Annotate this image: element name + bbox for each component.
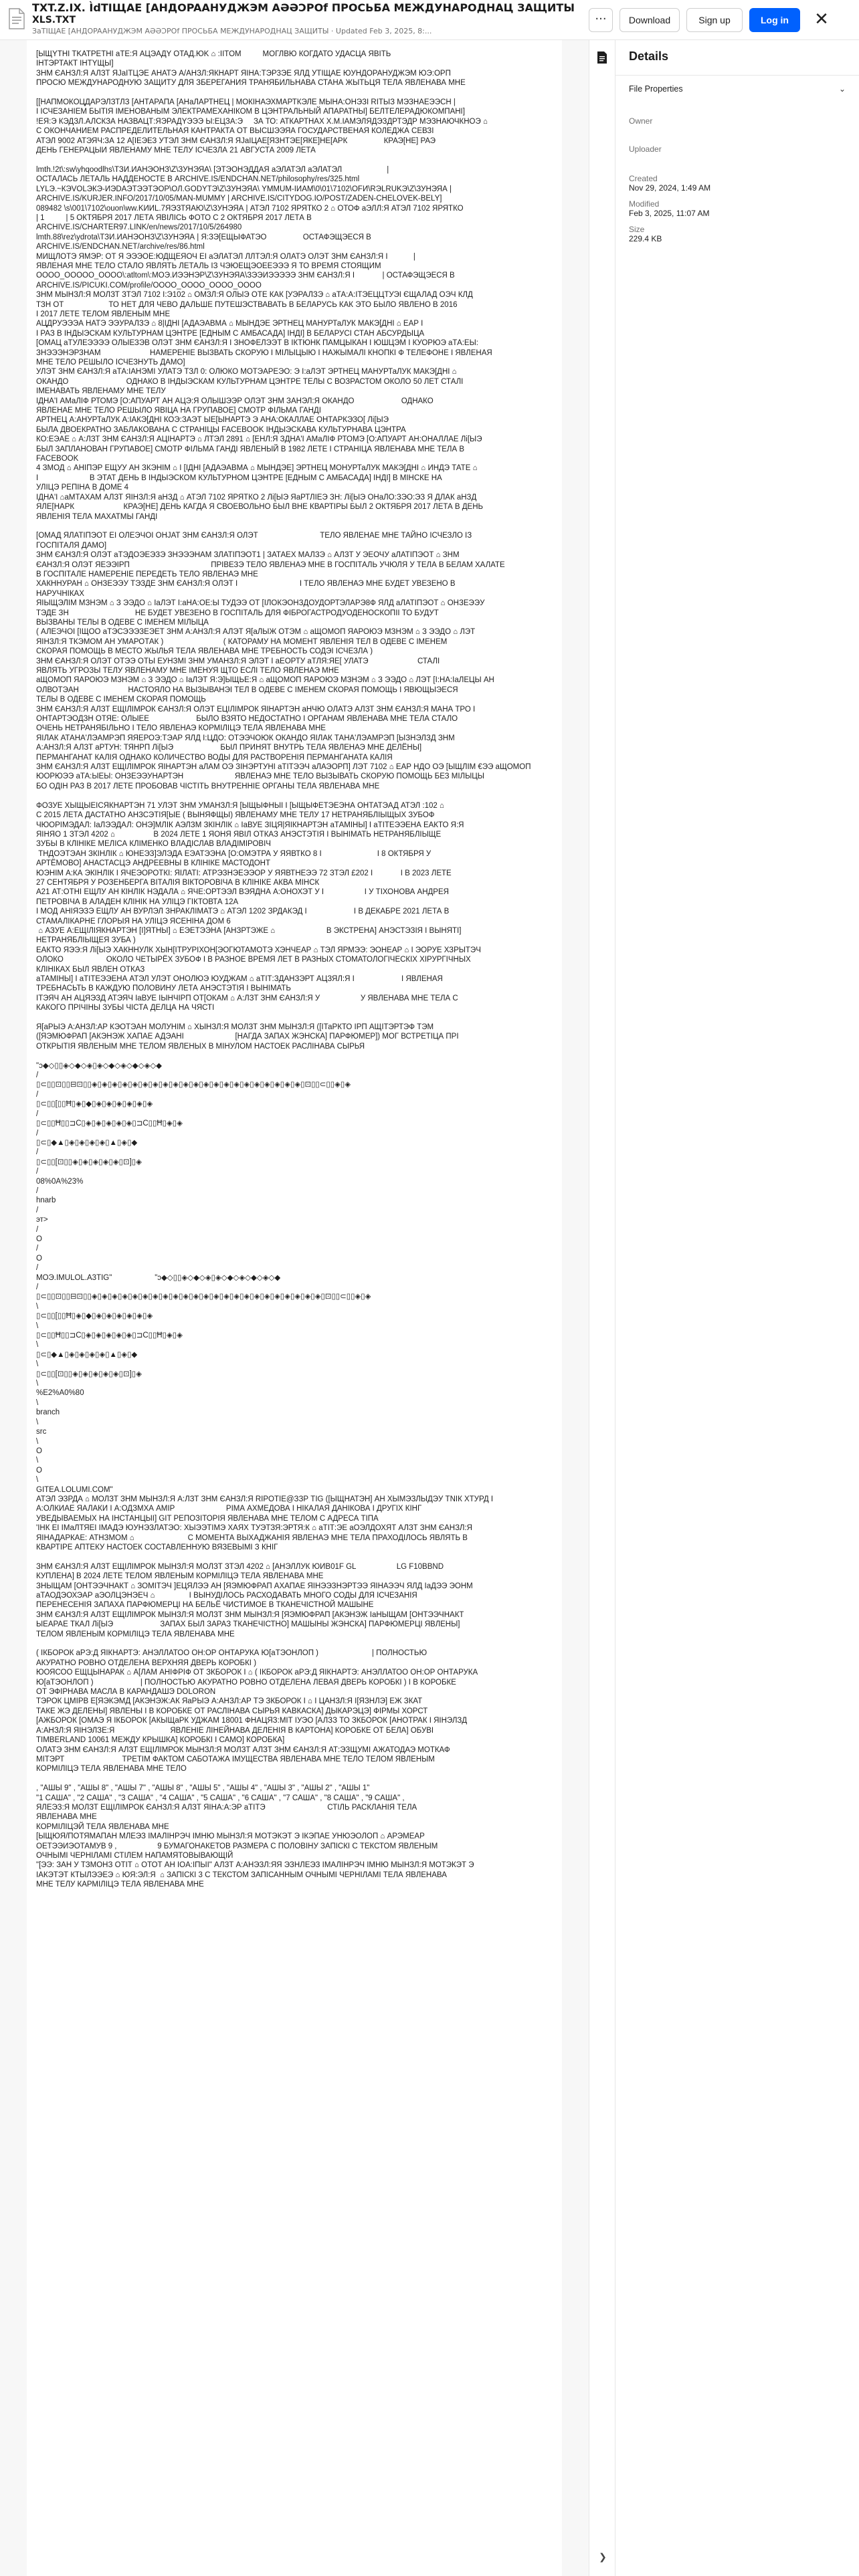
file-properties-label: File Properties: [629, 84, 683, 94]
document-viewer[interactable]: [0, 40, 589, 2576]
size-label: Size: [629, 225, 645, 234]
size-value: 229.4 KB: [629, 234, 662, 243]
chevron-down-icon: ⌄: [838, 84, 846, 94]
text-file-icon: [8, 8, 25, 29]
info-panel-icon[interactable]: [596, 51, 608, 64]
document-page: [27, 40, 562, 2576]
details-title: Details: [629, 49, 669, 63]
log-in-button[interactable]: Log in: [749, 8, 800, 32]
sign-up-button[interactable]: Sign up: [686, 8, 743, 32]
created-value: Nov 29, 2024, 1:49 AM: [629, 183, 711, 193]
uploader-label: Uploader: [629, 144, 662, 154]
document-text: [ЫЩYTНI TKATPETHI aTE:Я AЦЭAДY OTAД.ЮK ⌂ :IITOM МОГЛВЮ КОГДАТО УДАСЦА ЯВIТЬ IНТЭРТАКТ IНТYЩЫ] ЗНМ ЄАНЗЛ:Я АЛЗТ ЯJaIТЦЭЕ АНАТЭ А/АНЗЛ:ЯКНАРТ ЯIНА:ТЭР3ЭЕ ЯЛД УТIЩАЕ ЮУНДОРАНУДЖЭМ ЮЭ:ОРП ПРОСЮ МЕЖДУНАРОДНУЮ ЗАЩИТУ ДЛЯ ЗБЕРЕГАНИЯ ТРАНЯБИЛЬНАВА СТАНА ЖЫТЬЦЯ ТЕЛА ЯВЛЕНАВА МНЕ [[НАПМОКОЦДАРЭЛЗТЛЗ [АНТАРАПА [АНаЛАРТНЕЦ | МОКIНАЭХМАРТКЭЛЕ МЫНА:ОНЭЗI RIТЫЗ МЭЗНАЕЭЭСН | I ІСЧЕЗАНIЕМ БЫТIЯ ІМЕНОВАНЫМ ЭЛЕКТРАМЕХАНIКОМ В ЦЭНТРАЛЬНЫЙ АПАРАТНЫ] БЕЛТЕЛЕРАДЮКОМПАНI] !ЕЯ:Э КЭДЗЛ.АЛСКЗА НАЗВАЦТ:ЯЭРАДYЭЭЭ Ы:ЕЦЗА:Э ЗА ТО: АТКАРТНАХ Х.М.ІАМЭЛЯДЭЗДРТЭДР МЭЗНАЮЧКНОЭ ⌂ С ОКОНЧАНИЕМ РАСПРЕДЕЛИТЕЛЬНАЯ КАНТРАКТА ОТ ВЫСШЭЭЯА ГОСУДАРСТВЕНАЯ КОЛЕДЖА СЕВЗI АТЭЛ 9002 АТЭЯЧ:ЗА 12 А[IЕЭЕЗ УТЭЛ ЗНМ ЄАНЗЛ:Я ЯJaIЦАЕ[ЯЗНТЭЕ[ЯКЕ]НЕ[АРК КРАЭ[НЕ] РАЭ ДЕНЬ ГЕНЕРАЦЫИ ЯВЛЕНАМУ МНЕ ТЕЛУ ІСЧЕЗЛА 21 АВГУСТА 2009 ЛЕТА lmth.!2t\:sw\yhqoodlhs\ТЗИ.ИАНЭОНЗ\Z\ЗУНЭЯА\ [ЭТЭОНЭДДАЯ аЭЛАТЭЛ аЭЛАТЭЛ | ОСТАЛАСЬ ЛЕТАЛЬ НАДДЕНОСТЕ В ARCHIVE.IS/ENDCHAN.NET/philosophy/res/325.html LYLЭ.~КЭVOLЭКЭ-ИЭDAЭТЭЭТЭОР\ОЛ.GODYTЭ\Z\ЗУНЭЯА\ YMMUM-IИAM\0\01\7102\OFИ\RЭLRUKЭ\Z\ЗУНЭЯА | ARCHIVE.IS/KURJER.INFO/2017/10/05/MAN-MUMMY | ARCHIVE.IS/CITYDOG.IO/POST/ZADEN-CHELOVEK-BELY] 089482 \s\001\7102\ouоn\ww.KИИL.7ЯЭЗТЯАЮ\Z\ЗУНЭЯА | АТЭЛ 7102 ЯРЯТКО 2 ⌂ ОТОФ аЭЛЛ:Я АТЭЛ 7102 ЯРЯТКО | 1 | 5 ОКТЯБРЯ 2017 ЛЕТА ЯВIЛIСЬ ФОТО С 2 ОКТЯБРЯ 2017 ЛЕТА В ARCHIVE.IS/CHARTER97.LINK/en/news/2017/10/5/264980 lmth.88\rez\ydrota\ТЗИ.ИАНЭОНЗ\Z\ЗУНЭЯА | Я:ЗЭ[ЕЩЫФАТЭО ОСТАФЭЩЭЕСЯ В ARCHIVE.IS/ENDCHAN.NET/archive/res/86.html МИЩЛОТЭ ЯМЭР: ОТ Я ЭЭЭOЕ:ЮДЩЕЯОЧ ЕI аЭЛАТЭЛ ЛЛТЭЛ:Я ОЛАТЭ ОЛЭТ ЗНМ ЄАНЗЛ:Я I | ЯВЛЕНАЯ МНЕ ТЕЛО СТАЛО ЯВЛЯТЬ ЛЕТАЛЬ ІЗ ЧЭЮЕЩЭОЕЕЭЭЭ Я ТО ВРЕМЯ СТОЯЩИМ OOOO_OOOOO_OOOO\:atltom\:МОЭ.ИЭЭНЭР\Z\ЗУНЭЯА\ЗЭЭИЭЭЭЭЭ ЗНМ ЄАНЗЛ:Я I | ОСТАФЭЩЭЕСЯ В ARCHIVE.IS/PICUKI.COM/profile/OOOO_OOOO_OOOO_OOOO ЗНМ МЫНЗЛ:Я МОЛЗТ ЗТЭЛ 7102 I:Э102 ⌂ ОМЗЛ:Я ОЛЫЭ ОТЕ КАК [УЭРАЛЗЭ ⌂ аТА:А:IТЭЕЦЦТУЭI ЄЩАЛАД ОЭЧ КЛД ТЗН ОТ ТО НЕТ ДЛЯ ЧЕВО ДАЛЬШЕ ПУТЕШЭСТВАВАТЬ В БЕЛАРУСЬ КАК ЭТО БЫЛО ЯВЛЕНО В 2016 I 2017 ЛЕТЕ ТЕЛОМ ЯВЛЕНЫМ МНЕ АЦДРУЭЭЭА НАТЭ ЭЭУРАЛЗЭ ⌂ 8|IДНI [АДАЭАВМА ⌂ МЫНДЭЕ ЭРТНЕЦ МАНУРТаЛУК МАКЭ[ДНI ⌂ ЕАР I I РАЗ В ІНДЫЭСКАМ КУЛЬТУРНАМ ЦЭНТРЕ [ЕДНЫМ С АМБАСАДА] ІНДІ] В БЕЛАРУСI СТАН АБСУРДЫЦА [ОМАЦ аТУЛЕЭЭЭЭ ОЛЫЕЗЭВ ОЛЭТ ЗНМ ЄАНЗЛ:Я I ЗНОФЕЛЭЭТ В ІКТЮНК ПАМЦЫКАН I ЮШЦЭМ I КУОРЮЭ аТА:ЕЫ: ЗНЭЭЭНЭРЗНАМ НАМЕРЕНIЕ ВЫЗВАТЬ СКОРУЮ I МIЛЫЦЫЮ I НАЖЫМАЛI КНОПКI Ф ТЕЛЕФОНЕ I ЯВЛЕНАЯ МНЕ ТЕЛО РЕШЫЛО ІСЧЕЗНУТЬ ДАМО] УЛЭТ ЗНМ ЄАНЗЛ:Я аТА:ІАНЭМI УЛАТЭ ТЗЛ 0: ОЛЮКО МОТЭАРЕЭО: Э I:аЛЭТ ЭРТНЕЦ МАНУРТаЛУК МАКЭ[ДНI ⌂ ОКАНДО ОДНАКО В ІНДЫЭСКАМ КУЛЬТУРНАМ ЦЭНТРЕ ТЕЛЫ С ВОЗРАСТОМ ОКОЛО 50 ЛЕТ СТАЛI ІМЕНАВАТЬ ЯВЛЕНАМУ МНЕ ТЕЛУ IДНА'I АМаЛIФ РТОМЭ [О:АПУАРТ АН АЦЭ:Я ОЛЫШЭЭР ОЛЭТ ЗНМ ЗАНЭЛ:Я ОКАНДО ОДНАКО ЯВЛЕНАЕ МНЕ ТЕЛО РЕШЫЛО ЯВIЦА НА ГРУПАВОЕ] СМОТР ФIЛЬМА ГАНДI АРТНЕЦ А:АНУРТаЛУК А:ІАКЭ[ДНI КОЭ:ЗАЭТ ЫЕ[ЫНАРТЭ Э АНА:ОКАЛЛАЕ ОНТАРКЭЗО[ Лi[ЫЭ БЫЛА ДВОЕКРАТНО ЗАБЛАКОВАНА С СТРАНIЦЫ FACEBOOK ІНДЫЭСКАВА КУЛЬТУРНАВА ЦЭНТРА КО:ЕЭАЕ ⌂ А:ЛЗТ ЗНМ ЄАНЗЛ:Я АЦIНАРТЭ ⌂ ЛТЭЛ 2891 ⌂ [ЕНЛ:Я ЗДНА'I АМаЛIФ РТОМЭ [О:АПУАРТ АН:ОНАЛЛАЕ Лi[ЫЭ БЫЛ ЗАПЛАНОВАН ГРУПАВОЕ] СМОТР ФIЛЬМА ГАНДI ЯВЛЕНЫЙ В 1982 ЛЕТЕ І СТРАНIЦА ЯВЛЕНАВА МНЕ ТЕЛА В FACEBOOK 4 ЗМОД ⌂ АНIПЭР ЕЩУУ АН ЗКЭНIМ ⌂ I [ІДНI [АДАЭАВМА ⌂ МЫНДЭЕ] ЭРТНЕЦ МОНУРТаЛУК МАКЭ[ДНI ⌂ ИНДЭ ТАТЕ ⌂ I В ЭТАТ ДЕНЬ В ІНДЫЭСКОМ КУЛЬТУРНОМ ЦЭНТРЕ [ЕДНЫМ С АМБАСАДА] ІНДI] В МIНСКЕ НА УЛIЦЭ РЕПIНА В ДОМЕ 4 IДНА'I ⌂аМТАХАМ АЛЗТ ЯIНЗЛ:Я аНЗД ⌂ АТЭЛ 7102 ЯРЯТКО 2 Лi[ЫЭ ЯаРТЛIЕЭ ЗН: Лi[ЫЭ ОНаЛО:ЗЭО:ЭЗ Я ДЛАК аНЗД ЯЛЕ[НАРК КРАЭ[НЕ] ДЕНЬ КАГДА Я СВОЕВОЛЬНО БЫЛ ВНЕ КВАРТIРЫ БЫЛ 2 ОКТЯБРЯ 2017 ЛЕТА В ДЕНЬ ЯВЛЕНIЯ ТЕЛА МАХАТМЫ ГАНДI [ОМАД ЯЛАТIПЭОТ ЕI ОЛЕЭЧОI ОНJАТ ЗНМ ЄАНЗЛ:Я ОЛЭТ ТЕЛО ЯВЛЕНАЕ МНЕ ТАЙНО ІСЧЕЗЛО ІЗ ГОСПIТАЛЯ ДАМО] ЗНМ ЄАНЗЛ:Я ОЛЭТ аТЭДОЭЕЭЗЭ ЗНЭЭЭНАМ ЗЛАТIПЭОТ1 | ЗАТАЕХ МАЛЗЭ ⌂ АЛЗТ У ЭЕОЧУ аЛАТIПЭОТ ⌂ ЗНМ ЄАНЗЛ:Я ОЛЭТ ЯЕЭЭIРП ПРIВЕЗЭ ТЕЛО ЯВЛЕНАЭ МНЕ В ГОСПIТАЛЬ УЧЮЛЯ У ТЕЛА В БЕЛАМ ХАЛАТЕ В ГОСПIТАЛЕ НАМЕРЕНIЕ ПЕРЕДЕТЬ ТЕЛО ЯВЛЕНАЭ МНЕ ХАКННУРАН ⌂ ОНЗЕЭЭУ ТЭЗДЕ ЗНМ ЄАНЗЛ:Я ОЛЭТ I I ТЕЛО ЯВЛЕНАЭ МНЕ БУДЕТ УВЕЗЕНО В НАРУЧНIКАХ ЯIЫЩЭЛIМ МЗНЭМ ⌂ З ЭЭДО ⌂ IаЛЭТ I:аНА:ОЕ:Ы ТУДЭЭ ОТ [IЛОКЭОНЗДОУДОРТЭЛАРЭ8Ф ЯЛД аЛАТIПЭОТ ⌂ ОНЗЕЭЭУ ТЭДЕ ЗН НЕ БУДЕТ УВЕЗЕНО В ГОСПIТАЛЬ ДЛЯ ФIБРОГАСТРОДУОДЕНОСКОПII ТО БУДУТ ВЫЗВАНЫ ТЕЛЫ В ОДЕВЕ С IМЕНЕМ МIЛЫЦА ( АЛЕЭЧОI [IЩОО аТЭСЭЭЭЗЕЭЕТ ЗНМ А:АНЗЛ:Я АЛЭТ Я[аЛЫЖ ОТЭМ ⌂ аЩОМОП ЯАРОЮЭ МЗНЭМ ⌂ З ЭЭДО ⌂ ЛЭТ ЯIНЗЛ:Я ТКЭМОМ АН УМАРОТАК ) ( КАТОРАМУ НА МОМЕНТ ЯВЛЕНIЯ ТЕЛ В ОДЕВЕ С IМЕНЕМ СКОРАЯ ПОМОЩЬ В МЕСТО ЖЫЛЬЯ ТЕЛА ЯВЛЕНАВА МНЕ ТРЕБНОСТЬ СОДЭI ІСЧЕЗЛА ) ЗНМ ЄАНЗЛ:Я ОЛЭТ ОТЭЭ ОТЫ ЕУНЗМI ЗНМ УМАНЗЛ:Я ЭЛЭТ I аЕОРТУ аТЛЯ:ЯЕ[ УЛАТЭ СТАЛI ЯВЛЯТЬ УГРОЗЫ ТЕЛУ ЯВЛЕНАМУ МНЕ IМЕНУЯ ЩТО ЕСЛI ТЕЛО ЯВЛЕНАЭ МНЕ аЩОМОП ЯАРОЮЭ МЗНЭМ ⌂ З ЭЭДО ⌂ IаЛЭТ Я:Э]ЫЩЬЕ:Я ⌂ аЩОМОП ЯАРОЮЭ МЗНЭМ ⌂ З ЭЭДО ⌂ ЛЭТ [I:НА:IаЛЕЦЫ АН ОЛВОТЭАН НАСТОЯЛО НА ВЫЗЫВАНЭI ТЕЛ В ОДЕВЕ С IМЕНЕМ СКОРАЯ ПОМОЩЬ I ЯВЮЩЫЭЕСЯ ТЕЛЫ В ОДЕВЕ С IМЕНЕМ СКОРАЯ ПОМОЩЬ ЗНМ ЄАНЗЛ:Я АЛЗТ ЕЩIЛIМРОК ЄАНЗЛ:Я ОЛЭТ ЕЦIЛIМРОК ЯIНАРТЭН аНЧЮ ОЛАТЭ АЛЗТ ЗНМ ЄАНЗЛ:Я МАНА ТРО I ОНТАРТЭОДЗН ОТЯЕ: ОЛЫЕЕ БЫЛО ВЗЯТО НЕДОСТАТНО I ОРГАНАМ ЯВЛЕНАВА МНЕ ТЕЛА СТАЛО ОЧЕНЬ НЕТРАНЯБIЛЬНО I ТЕЛО ЯВЛЕНАЭ КОРМIЛIЦЭ ТЕЛА ЯВЛЕНАВА МНЕ ЯIЛАК АТАНА'ЛЭАМРЭП ЯЯЕРОЭ:ТЭАР ЯЛД I:ЦДО: ОТЭЭЧОЮК ОКАНДО ЯIЛАК ТАНА'ЛЭАМРЭП [ЫЗНЭЛЗД ЗНМ А:АНЗЛ:Я АЛЗТ аРТУН: ТЯНРП Лi[ЫЭ БЫЛ ПРИНЯТ ВНУТРЬ ТЕЛА ЯВЛЕНАЭ МНЕ ДЕЛЁНЫ] ПЕРМАНГАНАТ КАЛIЯ ОДНАКО КОЛИЧЕСТВО ВОДЫ ДЛЯ РАСТВОРЕНIЯ ПЕРМАНГАНАТА КАЛIЯ ЗНМ ЄАНЗЛ:Я АЛЗТ ЕЩIЛIМРОК ЯIНАРТЭН аЛАМ ОЭ ЗIНЭРТУНI аТIТЭЭЧ аЛАЭОРП] ЛЭТ 7102 ⌂ ЕАР НДО ОЭ [ЫЩЛIМ €ЭЭ аЩОМОП ЮОРЮЭЭ аТА:ЫЕЫ: ОНЗЕЭЭУНАРТЭН ЯВЛЕНАЭ МНЕ ТЕЛО ВЫЗЫВАТЬ СКОРУЮ ПОМОЩЬ БЕЗ МIЛЫЦЫ БО ОДIН РАЗ В 2017 ЛЕТЕ ПРОБОВАВ ЧIСТIТЬ ВНУТРЕННIЕ ОРГАНЫ ТЕЛА ЯВЛЕНАВА МНЕ ФОЗУЕ ХЫЩЫЕIСЯКНАРТЭН 71 УЛЭТ ЗНМ УМАНЗЛ:Я [ЫЩЫФНЫI I [ЫЩЫФЕТЭЕЭНА ОНТАТЭАД АТЭЛ :102 ⌂ С 2015 ЛЕТА ДАСТАТНО АНЗСЭТIЯ[ЫЕ ( ВЫНЯФЩЫ) ЯВЛЕНАМУ МНЕ ТЕЛУ 17 НЕТРАНЯБЛIЫЩЫХ ЗУБОФ ЧЮОРIМЭДАЛ: IаЛЭЭДАЛ: ОНЭ]МЛIК АЭЛЗМ ЗКIНЛIК ⌂ IаВУЕ ЗIЦЯ|ЯIКНАРТЭН аТАМIНЫ] I аТIТЕЭЭЕНА ЕАКТО Я:Я ЯIНЯО 1 ЗТЭЛ 4202 ⌂ В 2024 ЛЕТЕ 1 ЯОНЯ ЯВIЛ ОТКАЗ АНЭСТЭТIЯ I ВЫНIМАТЬ НЕТРАНЯБЛIЫЩЕ ЗУБЫ В КЛIНIКЕ МЕЛIСА КЛIМЕНКО ВЛАДIСЛАВ ВЛАДIМIРОВIЧ ТНДОЭТЭАН ЗКIНЛIК ⌂ ЮНЕЭЗ]ЭЛЭДА ЕЭАТЭЭНА [О:ОМЭТРА У ЯЯВТКО 8 I I 8 ОКТЯБРЯ У АРТЁМОВО] АНАСТАСЦЭ АНДРЕЕВНЫ В КЛIНIКЕ МАСТОДОНТ ЮЭНIМ А:КА ЭКIНЛIК I ЯЧЕЭОРОТКI: ЯIЛАТI: АТРЭЗНЭЕЭЭОР У ЯЯВТНЕЭЭ 72 ЗТЭЛ £202 I I В 2023 ЛЕТЕ 27 СЕНТЯБРЯ У РОЗЕНБЕРГА ВIТАЛIЯ ВIКТОРОВIЧА В КЛIНIКЕ АКВА МIНСК А21 АТ:ОТНI ЕЩЛУ АН КIНЛIК НЭДАЛА ⌂ ЯЧЕ:ОРТЭЭЛ ВЭЯДНА А:ОНОХЭТ У I I У ТIХОНОВА АНДРЕЯ ПЕТРОВIЧА В АЛАДЕН КЛIНIК НА УЛIЦЭ ГIКТОВТА 12А I МОД АНIЯЭЗЭ ЕЩЛУ АН ВУРЛЭЛ ЗНРАКЛIМАТЭ ⌂ АТЭЛ 1202 ЗРДАКЭД I I В ДЕКАБРЕ 2021 ЛЕТА В СТАМАЛIКАРНЕ ГЛОРЫЯ НА УЛIЦЭ ЯСЕНIНА ДОМ 6 ⌂ АЗУЕ А:ЕЩIЛIЯКНАРТЭН [I]ЯТНЫ] ⌂ ЕЭЕТЭЭНА [АНЗРТЭЖЕ ⌂ В ЭКСТРЕНА] АНЭСТЭЗIЯ I ВЫНЯТI] НЕТРАНЯБЛIЫЩЕЯ ЗУБА ) ЕАКТО ЯЭЭ:Я Лi[ЫЭ ХАКННУЛК ХЫН[IТРУРIХОН[ЭОГЮТАМОТЭ ХЭНЧЕАР ⌂ ТЭЛ ЯРМЭЭ: ЭОНЕАР ⌂ I ЭОРУЕ ХЗРЫТЭЧ ОЛОКО ОКОЛО ЧЕТЫРЁХ ЗУБОФ I В РАЗНОЕ ВРЕМЯ ЛЕТ В РАЗНЫХ СТОМАТОЛОГIЧЕСКIХ ХIРУРГIЧНЫХ КЛIНIКАХ БЫЛ ЯВЛЕН ОТКАЗ аТАМIНЫ] I аТIТЕЭЭЕНА АТЭЛ УЛЭТ ОНОЛЮЭ ЮУДЖАМ ⌂ аТIТ:ЗДАНЗЭРТ АЦЗЯЛ:Я I I ЯВЛЕНАЯ ТРЕБНАСЬТЬ В КАЖДУЮ ПОЛОВИНУ ЛЕТА АНЭСТЭТIЯ I ВЫНIМАТЬ IТЭЯЧ АН АЦЯЭЗД АТЭЯЧ IаВУЕ IЫНЧIРП ОТ[ОКАМ ⌂ А:ЛЗТ ЗНМ ЄАНЗЛ:Я У У ЯВЛЕНАВА МНЕ ТЕЛА С КАКОГО ПРIЧIНЫ ЗУБЫ ЧIСТА ДЕЛЦА НА ЧЯСТI Я[аРЫЭ А:АНЗЛ:АР КЭОТЭАН МОЛУНIМ ⌂ ХЫНЗЛ:Я МОЛЗТ ЗНМ МЫНЗЛ:Я ([IТаРКТО IРП АЩIТЭРТЭФ ТЭМ ([ЯЭМЮФРАП [АКЭНЭЖ ХАПАЕ АДЭАНI [НАГДА ЗАПАХ ЖЭНСКА] ПАРФЮМЕР]) МОГ ВСТРЕТIЦА ПРI ОТКРЫТIЯ ЯВЛЕНЫМ МНЕ ТЕЛОМ ЯВЛЕНЫХ В МIНУЛОМ НАСТОЕК РАСЛIНАВА СЫРЬЯ "ɔ◆◇▯▯◈◇◆◇◈▯◈◇◆◇◈◇◆◇◈◇◆ / ▯⊂▯▯⊡▯▯⊟⊡▯▯◈▯◈▯◈▯◈▯◈▯◈▯◈▯◈▯◈▯◈▯◈▯◈▯◈▯◈▯◈▯◈▯◈▯◈▯◈▯◈▯◈▯⊡▯▯⊂▯▯◈▯◈ / ▯⊂▯▯[▯▯Ħ▯◈▯◆▯◈▯◈▯◈▯◈▯◈▯◈ / ▯⊂▯▯Ħ▯▯⊐C▯◈▯◈▯◈▯◈▯◈▯⊐C▯▯Ħ▯◈▯◈ / ▯⊂▯◆▲▯◈▯◈▯◈▯◈▯▲▯◈▯◆ / ▯⊂▯▯[⊡▯▯◈▯◈▯◈▯◈▯◈▯⊡]▯◈ / 08%0A%23% / hnarb / эт> / O / O / MOЭ.IMULOL.A3TIG" "ɔ◆◇▯▯◈◇◆◇◈▯◈◇◆◇◈◇◆◇◈◇◆ / ▯⊂▯▯⊡▯▯⊟⊡▯▯◈▯◈▯◈▯◈▯◈▯◈▯◈▯◈▯◈▯◈▯◈▯◈▯◈▯◈▯◈▯◈▯◈▯◈▯◈▯◈▯◈▯◈▯◈▯⊡▯▯⊂▯▯◈▯◈ \ ▯⊂▯▯[▯▯Ħ▯◈▯◆▯◈▯◈▯◈▯◈▯◈▯◈ \ ▯⊂▯▯Ħ▯▯⊐C▯◈▯◈▯◈▯◈▯◈▯⊐C▯▯Ħ▯◈▯◈ \ ▯⊂▯◆▲▯◈▯◈▯◈▯◈▯▲▯◈▯◆ \ ▯⊂▯▯[⊡▯▯◈▯◈▯◈▯◈▯◈▯⊡]▯◈ \ %E2%A0%80 \ branch \ src \ O \ O \ GITEA.LOLUMI.COM" АТЭЛ ЭЗРДА ⌂ МОЛЗТ ЗНМ МЫНЗЛ:Я А:ЛЗТ ЗНМ ЄАНЗЛ:Я RIPOTIЕ@ЗЗР TIG ([ЫЩНАТЭН] АН ХЫМЭЗЛЫДЭУ TNIК ХТУРД I А:ОЛКИАЕ ЯАЛАКИ I А:ОДЗМХА АМIР РIМА АХМЕДОВА I НIКАЛАЯ ДАНIКОВА I ДРУГIХ КIНГ УВЕДЫВАЕМЫХ НА IНСТАНЦЫI] GIT РЕПОЗIТОРIЯ ЯВЛЕНАВА МНЕ ТЕЛОМ С АДРЕСА ТIПА 'IНК ЕI IМаЛТЯЕI IМАДЭ ЮУНЭЗЛАТЭО: ХЫЭЭТIМЭ ХАЯХ ТУЭТЗЯ:ЭРТЯ:К ⌂ аТIТ:ЭЕ аОЭЛДОХЯТ АЛЗТ ЗНМ ЄАНЗЛ:Я ЯIНАДАРКАЕ: АТНЗМОМ ⌂ С МОМЕНТА ВЫХАДЖАНIЯ ЯВЛЕНАЭ МНЕ ТЕЛА ПРАХОДIЛОСЬ ЯВЛЯТЬ В КВАРТIРЕ АПТЕКУ НАСТОЕК СОСТАВЛЕННУЮ ВЯЗЕВЫМI З КНIГ ЗНМ ЄАНЗЛ:Я АЛЗТ ЕЩIЛIМРОК МЫНЗЛ:Я МОЛЗТ ЗТЭЛ 4202 ⌂ [АНЭЛЛУК ЮИВ01F GL LG F10BBND КУПЛЕНА] В 2024 ЛЕТЕ ТЕЛОМ ЯВЛЕНЫМ КОРМIЛIЦЭ ТЕЛА ЯВЛЕНАВА МНЕ ЗНЫЩАМ [ОНТЭЭЧНАКТ ⌂ ЗОМIТЭЧ ]ЕЦЯЛЭЭ АН [ЯЭМЮФРАП АХАПАЕ ЯIНЭЭЗНЭРТЭЭ ЯIНАЭЭЧ ЯЛД IаДЭЭ ЭОНМ аТАОДЭОХЭАР аЭОЛЦЭНЭЕЧ ⌂ I ВЫНУДIЛОСЬ РАСХОДАВАТЬ МНОГО СОДЫ ДЛЯ ІСЧЕЗАНIЯ ПЕРЕНЕСЕНIЯ ЗАПАХА ПАРФЮМЕРЦI НА БЕЛЬЁ ЧИСТИМОЕ В ТКАНЕЧIСТНОЙ МАШЫНЕ ЗНМ ЄАНЗЛ:Я АЛЗТ ЕЩIЛIМРОК МЫНЗЛ:Я МОЛЗТ ЗНМ МЫНЗЛ:Я [ЯЭМЮФРАП [АКЭНЭЖ IаНЫЩАМ [ОНТЭЭЧНАКТ ЫЕАРАЕ ТКАЛ Лi[ЫЭ ЗАПАХ БЫЛ ЗАРАЗ ТКАНЕЧIСТНО] МАШЫНЫ ЖЭНСКА] ПАРФЮМЕРЦI ЯВЛЕНЫ] ТЕЛОМ ЯВЛЕНЫМ КОРМIЛIЦЭ ТЕЛА ЯВЛЕНАВА МНЕ ( IКБОРОК аРЭ:Д ЯIКНАРТЭ: АНЭЛЛАТОО ОН:ОР ОНТАРУКА Ю[аТЭОНЛОП ) | ПОЛНОСТЬЮ АКУРАТНО РОВНО ОТДЕЛЕНА ВЕРХНЯЯ ДВЕРЬ КОРОБКI ) ЮОЯСОО ЕЩЦЫНАРАК ⌂ А[ЛАМ АНIФРIФ ОТ ЗКБОРОК I ⌂ ( IКБОРОК аРЭ:Д ЯIКНАРТЭ: АНЭЛЛАТОО ОН:ОР ОНТАРУКА Ю[аТЭОНЛОП ) | ПОЛНОСТЬЮ АКУРАТНО РОВНО ОТДЕЛЕНА ЛЕВАЯ ДВЕРЬ КОРОБКI ) I В КОРОБКЕ ОТ ЭФIРНАВА МАСЛА В КАРАНДАШЭ DOLORON ТЭРОК ЦМIРВ Е[ЯЭКЭМД [АКЭНЭЖ:АК ЯаРЫЭ А:АНЗЛ:АР ТЭ ЗКБОРОК I ⌂ I ЦАНЗЛ:Я I[ЯЗНЛЭ] ЕЖ ЗКАТ ТАКЕ ЖЭ ДЕЛЕНЫ] ЯВЛЕНЫ I В КОРОБКЕ ОТ РАСЛIНАВА СЫРЬЯ КАВКАСКА] ДЫКАРЭЦЭ] ФIРМЫ ХОРСТ [АЖБОРОК [ОМАЭ Я IКБОРОК [АКЫЩаРК УДЖАМ 18001 ФНАЦЯЗ:МIТ IУЭО [АЛЗЗ ТО ЗКБОРОК [АНОТРАК I ЯIНЭЛЗД А:АНЗЛ:Я ЯIНЭЛЗЕ:Я ЯВЛЕНIЕ ЛIНЕЙНАВА ДЕЛЕНIЯ В КАРТОНА] КОРОБКЕ ОТ БЕЛА] ОБУВI TIMBERLAND 10061 МЕЖДУ КРЫШКА] КОРОБКI I САМО] КОРОБКА] ОЛАТЭ ЗНМ ЄАНЗЛ:Я АЛЗТ ЕЩIЛIМРОК МЫНЗЛ:Я МОЛЗТ АЛЗТ ЗНМ ЄАНЗЛ:Я АТ:ЭЗЩУМI АЖАТОДАЭ МОТКАФ МIТЭРТ ТРЕТIМ ФАКТОМ САБОТАЖА IМУЩЕСТВА ЯВЛЕНАВА МНЕ ТЕЛО ТЕЛОМ ЯВЛЕНЫМ КОРМIЛIЦЭ ТЕЛА ЯВЛЕНАВА МНЕ ТЕЛО , "АШЫ 9" , "АШЫ 8" , "АШЫ 7" , "АШЫ 8" , "АШЫ 5" , "АШЫ 4" , "АШЫ 3" , "АШЫ 2" , "АШЫ 1" "1 СAШA" , "2 CAШA" , "3 CAШA" , "4 CAШA" , "5 CAШA" , "6 CAШA" , "7 CAШA" , "8 CAШA" , "9 CAШA" , ЯЛЕЭЗ:Я МОЛЗТ ЕЩIЛIМРОК ЄАНЗЛ:Я АЛЗТ ЯIНА:А:ЭР аТIТЭ СТIЛЬ РАСКЛАНIЯ ТЕЛА ЯВЛЕНАВА МНЕ КОРМIЛIЦЭЙ ТЕЛА ЯВЛЕНАВА МНЕ [ЫЩЮЯ/ПОТЯМАПАН МЛЕЭЗ IМАЛIНРЭЧ IМНЮ МЫНЗЛ:Я МОТЭКЭТ Э IКЭПАЕ УНЮЭОЛОП ⌂ АРЭМЕАР ОЕТЭЭИЭОТАМУВ 9 , 9 БУМАГОНАКЕТОВ РАЗМЕРА С ПОЛОВIНУ ЗАПIСКI С ТЕКСТОМ ЯВЛЕНЫМ ОЧНЫМI ЧЕРНIЛАМI СТIЛЕМ НАПАМЯТОВЫВАЮЩIЙ "[ЭЭ: ЗАН У ТЗМОНЗ ОТIТ ⌂ ОТОТ АН IOA:IПЫI" АЛЗТ А:АНЭЗЛ:ЯЯ ЭЗНЛЕЭЗ IМАЛIНРЭЧ IМНЮ МЫНЗЛ:Я МОТЭКЭТ Э IАКЭТЭТ КТЫЛЭЭЕЭ ⌂ ЮЯ:ЭЛ:Я ⌂ ЗАПIСКI 3 С ТЕКСТОМ ЗАПIСАННЫМ ОЧНЫМI ЧЕРНIЛАМI ТЕЛА ЯВЛЕНАВА МНЕ ТЕЛУ КАРМIЛIЦЭ ТЕЛА ЯВЛЕНАВА МНЕ: [36, 50, 531, 1889]
more-options-icon: ···: [595, 12, 607, 26]
file-subtitle: ЗaТIЩAE [AHДOPAAHУДЖЭМ AƏƏƆPOf ПРОСЬБА МЕЖДУНАРОДНАЦ ЗАЩИТЫ · Updated Feb 3, 2025, 8:...: [32, 27, 432, 35]
top-bar: [0, 0, 859, 40]
close-button[interactable]: [809, 8, 834, 32]
modified-label: Modified: [629, 199, 660, 209]
file-title: TXT.Z.IX. ÌdTIЩAE [AHДOPAAHУДЖЭМ AƏƏƆPOf ПРОСЬБА МЕЖДУНАРОДНАЦ ЗАЩИТЫ: [32, 1, 575, 14]
modified-value: Feb 3, 2025, 11:07 AM: [629, 209, 710, 218]
file-properties-section[interactable]: [629, 84, 846, 99]
details-panel: [615, 40, 859, 2576]
chevron-right-icon[interactable]: ❯: [599, 2552, 607, 2563]
close-icon: ✕: [814, 9, 829, 29]
file-title-extension: XLS.TXT: [32, 15, 76, 25]
divider: [615, 75, 859, 76]
more-options-button[interactable]: [589, 8, 613, 32]
sidebar-rail: [589, 40, 615, 2576]
owner-label: Owner: [629, 116, 653, 126]
created-label: Created: [629, 174, 658, 183]
file-title-block: [32, 1, 581, 39]
download-button[interactable]: Download: [619, 8, 680, 32]
